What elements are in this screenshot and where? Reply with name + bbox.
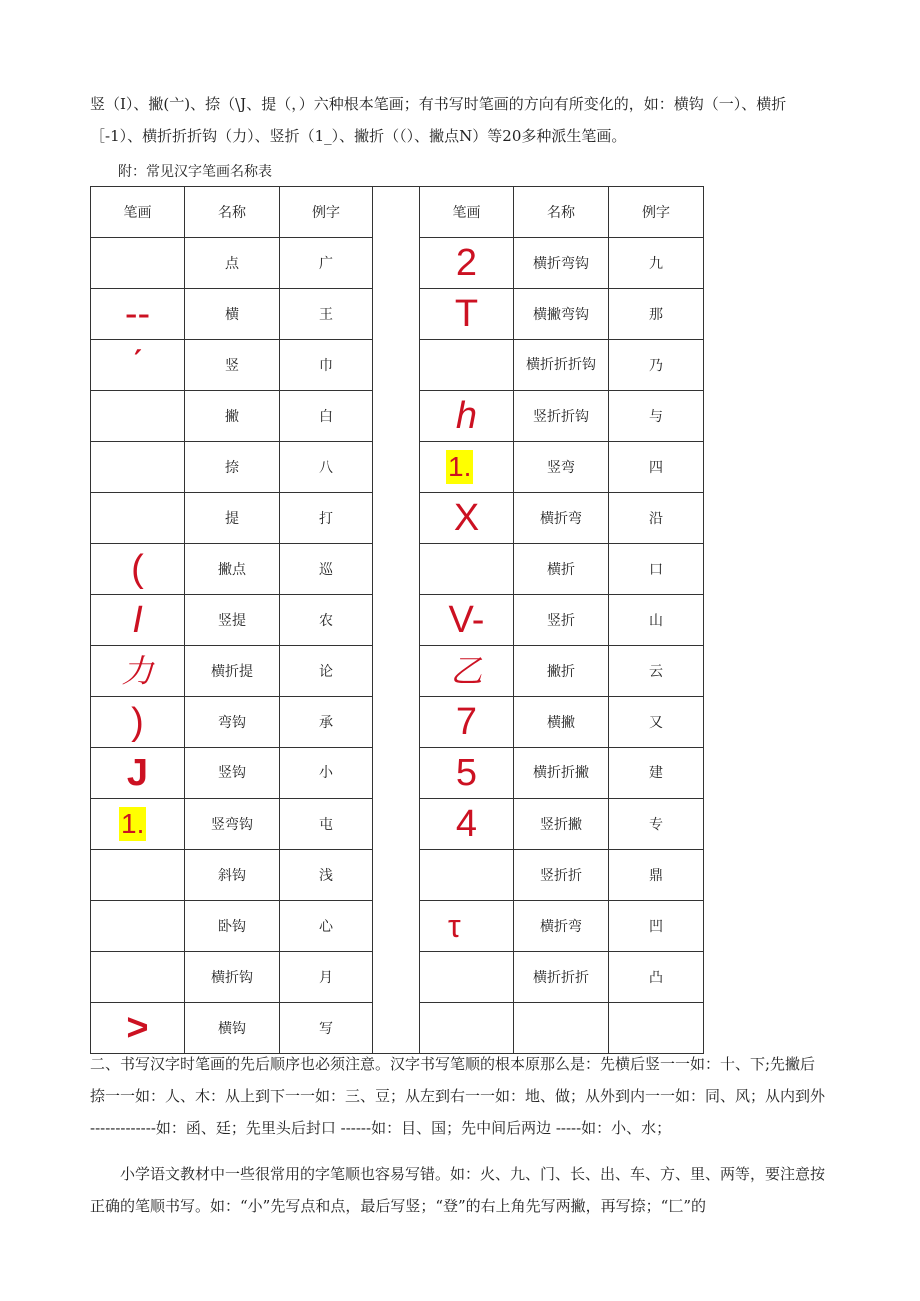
stroke-cell [420,340,514,391]
example-cell: 凸 [609,952,704,1003]
table-gap [373,289,420,340]
stroke-cell [91,340,185,391]
stroke-glyph: h [455,395,478,437]
stroke-cell [420,442,514,493]
stroke-glyph: > [126,1007,149,1049]
example-cell: 月 [280,952,373,1003]
table-gap [373,952,420,1003]
stroke-glyph: 乙 [450,653,483,689]
stroke-cell [420,697,514,748]
example-cell: 四 [609,442,704,493]
table-row [91,238,704,289]
stroke-cell [91,289,185,340]
table-gap [373,901,420,952]
name-cell: 横撇弯钩 [514,289,609,340]
table-row [91,391,704,442]
name-cell: 捺 [185,442,280,493]
table-gap [373,238,420,289]
example-cell: 农 [280,595,373,646]
stroke-glyph-highlighted: 1. [121,808,145,839]
name-cell: 撇点 [185,544,280,595]
name-cell: 弯钩 [185,697,280,748]
example-cell: 广 [280,238,373,289]
name-cell: 横折提 [185,646,280,697]
name-cell: 横折弯 [514,493,609,544]
example-cell: 承 [280,697,373,748]
table-row [91,697,704,748]
stroke-cell [91,697,185,748]
name-text: 横折折撇 [533,765,589,781]
header-stroke-right: 笔画 [420,187,514,238]
name-cell: 横 [185,289,280,340]
example-cell: 王 [280,289,373,340]
name-cell: 横折折折 [514,952,609,1003]
header-example-right: 例字 [609,187,704,238]
header-name-left: 名称 [185,187,280,238]
stroke-glyph: ( [131,548,144,590]
example-cell: 那 [609,289,704,340]
header-stroke-left: 笔画 [91,187,185,238]
textbook-paragraph: 小学语文教材中一些很常用的字笔顺也容易写错。如：火、九、门、长、出、车、方、里、两等，要注意按正确的笔顺书写。如：“小”先写点和点，最后写竖；“登”的右上角先写两撇，再写捺；“匚”的 [90,1165,826,1215]
example-cell: 口 [609,544,704,595]
table-gap [373,595,420,646]
stroke-cell [91,391,185,442]
table-row [91,544,704,595]
name-cell: 竖折撇 [514,799,609,850]
name-cell: 撇折 [514,646,609,697]
stroke-glyph: I [132,599,143,641]
stroke-glyph: 4 [455,803,478,845]
name-cell: 卧钩 [185,901,280,952]
example-cell: 专 [609,799,704,850]
table-row [91,850,704,901]
example-cell: 云 [609,646,704,697]
name-cell [185,748,280,799]
table-row [91,901,704,952]
table-gap [373,340,420,391]
table-header-row [91,187,704,238]
example-cell: 心 [280,901,373,952]
example-cell: 论 [280,646,373,697]
name-cell: 竖弯 [514,442,609,493]
stroke-cell [91,748,185,799]
table-gap [373,1003,420,1054]
stroke-glyph: 5 [455,752,478,794]
stroke-name-table [90,186,704,1054]
table-row [91,442,704,493]
stroke-glyph: 力 [121,653,154,689]
table-row [91,952,704,1003]
table-row [91,799,704,850]
name-cell: 横撇 [514,697,609,748]
stroke-glyph: V- [448,599,485,641]
name-cell: 点 [185,238,280,289]
example-cell: 巾 [280,340,373,391]
table-gap [373,850,420,901]
table-gap [373,748,420,799]
example-cell [280,748,373,799]
stroke-glyph-highlighted: 1. [448,451,472,482]
stroke-cell [91,850,185,901]
name-cell [514,748,609,799]
table-gap [373,187,420,238]
stroke-cell [420,544,514,595]
name-cell [514,1003,609,1054]
stroke-cell [91,952,185,1003]
stroke-cell [91,595,185,646]
name-text: 竖钩 [218,765,246,781]
example-text: 小 [319,765,333,781]
header-name-right: 名称 [514,187,609,238]
name-cell: 竖 [185,340,280,391]
name-cell: 竖提 [185,595,280,646]
table-gap [373,697,420,748]
example-cell [609,748,704,799]
table-row [91,748,704,799]
name-cell [514,340,609,391]
table-gap [373,646,420,697]
intro-paragraph: 竖（I）、撇(亠)、捺（\J、提（，）六种根本笔画；有书写时笔画的方向有所变化的，如：横钩（一）、横折［-1）、横折折折钩（力）、竖折（1_）、撇折（（）、撇点N）等20多种派生笔画。 [90,95,787,145]
name-cell: 竖折折 [514,850,609,901]
stroke-glyph: T [454,293,479,335]
name-cell: 提 [185,493,280,544]
table-gap [373,544,420,595]
name-cell: 竖折 [514,595,609,646]
stroke-cell [420,646,514,697]
table-gap [373,799,420,850]
name-cell: 横折钩 [185,952,280,1003]
stroke-cell [420,850,514,901]
stroke-cell [420,289,514,340]
stroke-glyph: ˊ [131,344,144,386]
name-cell: 横折弯钩 [514,238,609,289]
example-cell: 八 [280,442,373,493]
example-cell: 鼎 [609,850,704,901]
stroke-cell [91,238,185,289]
example-cell: 凹 [609,901,704,952]
example-cell: 打 [280,493,373,544]
example-text: 建 [649,765,663,781]
example-cell: 浅 [280,850,373,901]
stroke-glyph: ) [131,701,144,743]
stroke-cell [420,799,514,850]
stroke-cell [420,595,514,646]
stroke-cell [420,952,514,1003]
stroke-glyph: 7 [455,701,478,743]
stroke-glyph: X [453,497,480,539]
example-cell: 乃 [609,340,704,391]
table-row [91,493,704,544]
header-example-left: 例字 [280,187,373,238]
stroke-cell [91,646,185,697]
stroke-glyph: τ [448,908,461,944]
stroke-cell [420,748,514,799]
example-cell: 与 [609,391,704,442]
stroke-cell [420,901,514,952]
table-gap [373,442,420,493]
stroke-cell [420,391,514,442]
example-cell: 九 [609,238,704,289]
table-gap [373,391,420,442]
name-cell: 横折 [514,544,609,595]
example-cell: 白 [280,391,373,442]
stroke-cell [91,1003,185,1054]
example-cell: 又 [609,697,704,748]
example-cell: 屯 [280,799,373,850]
example-cell: 写 [280,1003,373,1054]
name-cell: 竖折折钩 [514,391,609,442]
stroke-glyph: J [126,752,149,794]
table-row [91,646,704,697]
example-cell [609,1003,704,1054]
table-row [91,340,704,391]
example-cell: 山 [609,595,704,646]
stroke-cell [420,238,514,289]
name-cell: 竖弯钩 [185,799,280,850]
stroke-glyph: 2 [455,242,478,284]
stroke-order-paragraph: 二、书写汉字时笔画的先后顺序也必须注意。汉字书写笔顺的根本原那么是：先横后竖一一如：十、下;先撇后捺一一如：人、木：从上到下一一如：三、豆；从左到右一一如：地、做；从外到内一一如：同、风；从内到外 -------------如：函、廷；先里头后封口 ------如：目、国；先中间后两边 -----如：小、水； [90,1055,826,1137]
stroke-cell [91,544,185,595]
example-cell: 巡 [280,544,373,595]
stroke-cell [420,493,514,544]
stroke-cell [91,901,185,952]
name-cell: 横折弯 [514,901,609,952]
stroke-cell [420,1003,514,1054]
table-caption: 附：常见汉字笔画名称表 [118,164,272,180]
example-cell: 沿 [609,493,704,544]
stroke-cell [91,799,185,850]
name-text: 横折折折钩 [526,357,596,373]
table-row [91,595,704,646]
name-cell: 横钩 [185,1003,280,1054]
table-gap [373,493,420,544]
name-cell: 撇 [185,391,280,442]
stroke-cell [91,493,185,544]
table-row [91,1003,704,1054]
stroke-glyph: -- [124,293,151,335]
name-cell: 斜钩 [185,850,280,901]
stroke-cell [91,442,185,493]
table-row [91,289,704,340]
